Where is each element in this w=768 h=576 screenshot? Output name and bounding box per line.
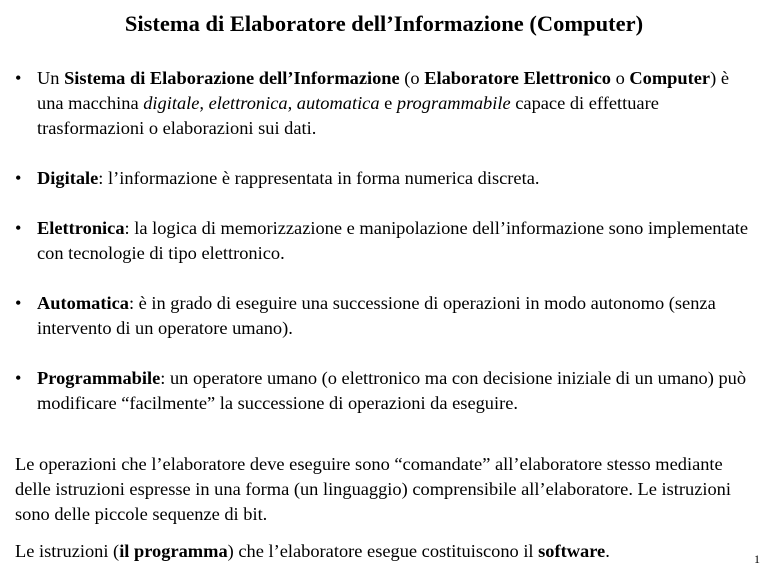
definition-attributes: digitale, elettronica, automatica bbox=[143, 93, 380, 113]
bullet-term: Elettronica bbox=[37, 218, 125, 238]
bullet-term: Automatica bbox=[37, 293, 129, 313]
bullet-marker: • bbox=[15, 218, 22, 238]
software-text-3: . bbox=[605, 541, 610, 561]
bullet-marker: • bbox=[15, 168, 22, 188]
software-text-1: Le istruzioni ( bbox=[15, 541, 120, 561]
bullet-marker: • bbox=[15, 293, 22, 313]
definition-term-sistema: Sistema di Elaborazione dell’Informazione bbox=[64, 68, 400, 88]
definition-programmabile: programmabile bbox=[396, 93, 511, 113]
bullet-item-definition bbox=[15, 66, 760, 141]
definition-term-computer: Computer bbox=[629, 68, 711, 88]
definition-text-4: ) è una macchina bbox=[37, 68, 729, 113]
bullet-term: Programmabile bbox=[37, 368, 161, 388]
bullet-item-elettronica bbox=[15, 216, 760, 266]
bullet-item-digitale bbox=[15, 166, 760, 191]
paragraph-istruzioni: Le operazioni che l’elaboratore deve eseguire sono “comandate” all’elaboratore stesso mediante delle istruzioni espresse in una forma (un linguaggio) comprensibile all’elaboratore. Le istruzioni sono delle piccole sequenze di bit. bbox=[15, 454, 731, 524]
page-number: 1 bbox=[754, 552, 760, 566]
software-term-software: software bbox=[538, 541, 606, 561]
definition-text-6: capace di effettuare trasformazioni o elaborazioni sui dati. bbox=[37, 93, 659, 138]
bullet-marker: • bbox=[15, 368, 22, 388]
definition-text-5: e bbox=[379, 93, 397, 113]
definition-text-2: (o bbox=[399, 68, 425, 88]
definition-term-elaboratore: Elaboratore Elettronico bbox=[424, 68, 611, 88]
definition-text-3: o bbox=[611, 68, 630, 88]
bullet-text: : è in grado di eseguire una successione di operazioni in modo autonomo (senza intervento di un operatore umano). bbox=[37, 293, 716, 338]
definition-text-1: Un bbox=[37, 68, 65, 88]
bullet-text: : la logica di memorizzazione e manipolazione dell’informazione sono implementate con tecnologie di tipo elettronico. bbox=[37, 218, 749, 263]
software-term-programma: il programma bbox=[119, 541, 228, 561]
bullet-item-automatica bbox=[15, 291, 760, 341]
bullet-term: Digitale bbox=[37, 168, 99, 188]
bullet-marker: • bbox=[15, 68, 22, 88]
bullet-text: : un operatore umano (o elettronico ma con decisione iniziale di un umano) può modificare “facilmente” la successione di operazioni da eseguire. bbox=[37, 368, 747, 413]
bullet-list bbox=[15, 66, 760, 416]
software-text-2: ) che l’elaboratore esegue costituiscono il bbox=[227, 541, 539, 561]
paragraph-software bbox=[15, 539, 760, 564]
bullet-item-programmabile bbox=[15, 366, 760, 416]
bullet-text: : l’informazione è rappresentata in forma numerica discreta. bbox=[98, 168, 540, 188]
slide-title: Sistema di Elaboratore dell’Informazione (Computer) bbox=[124, 11, 644, 36]
